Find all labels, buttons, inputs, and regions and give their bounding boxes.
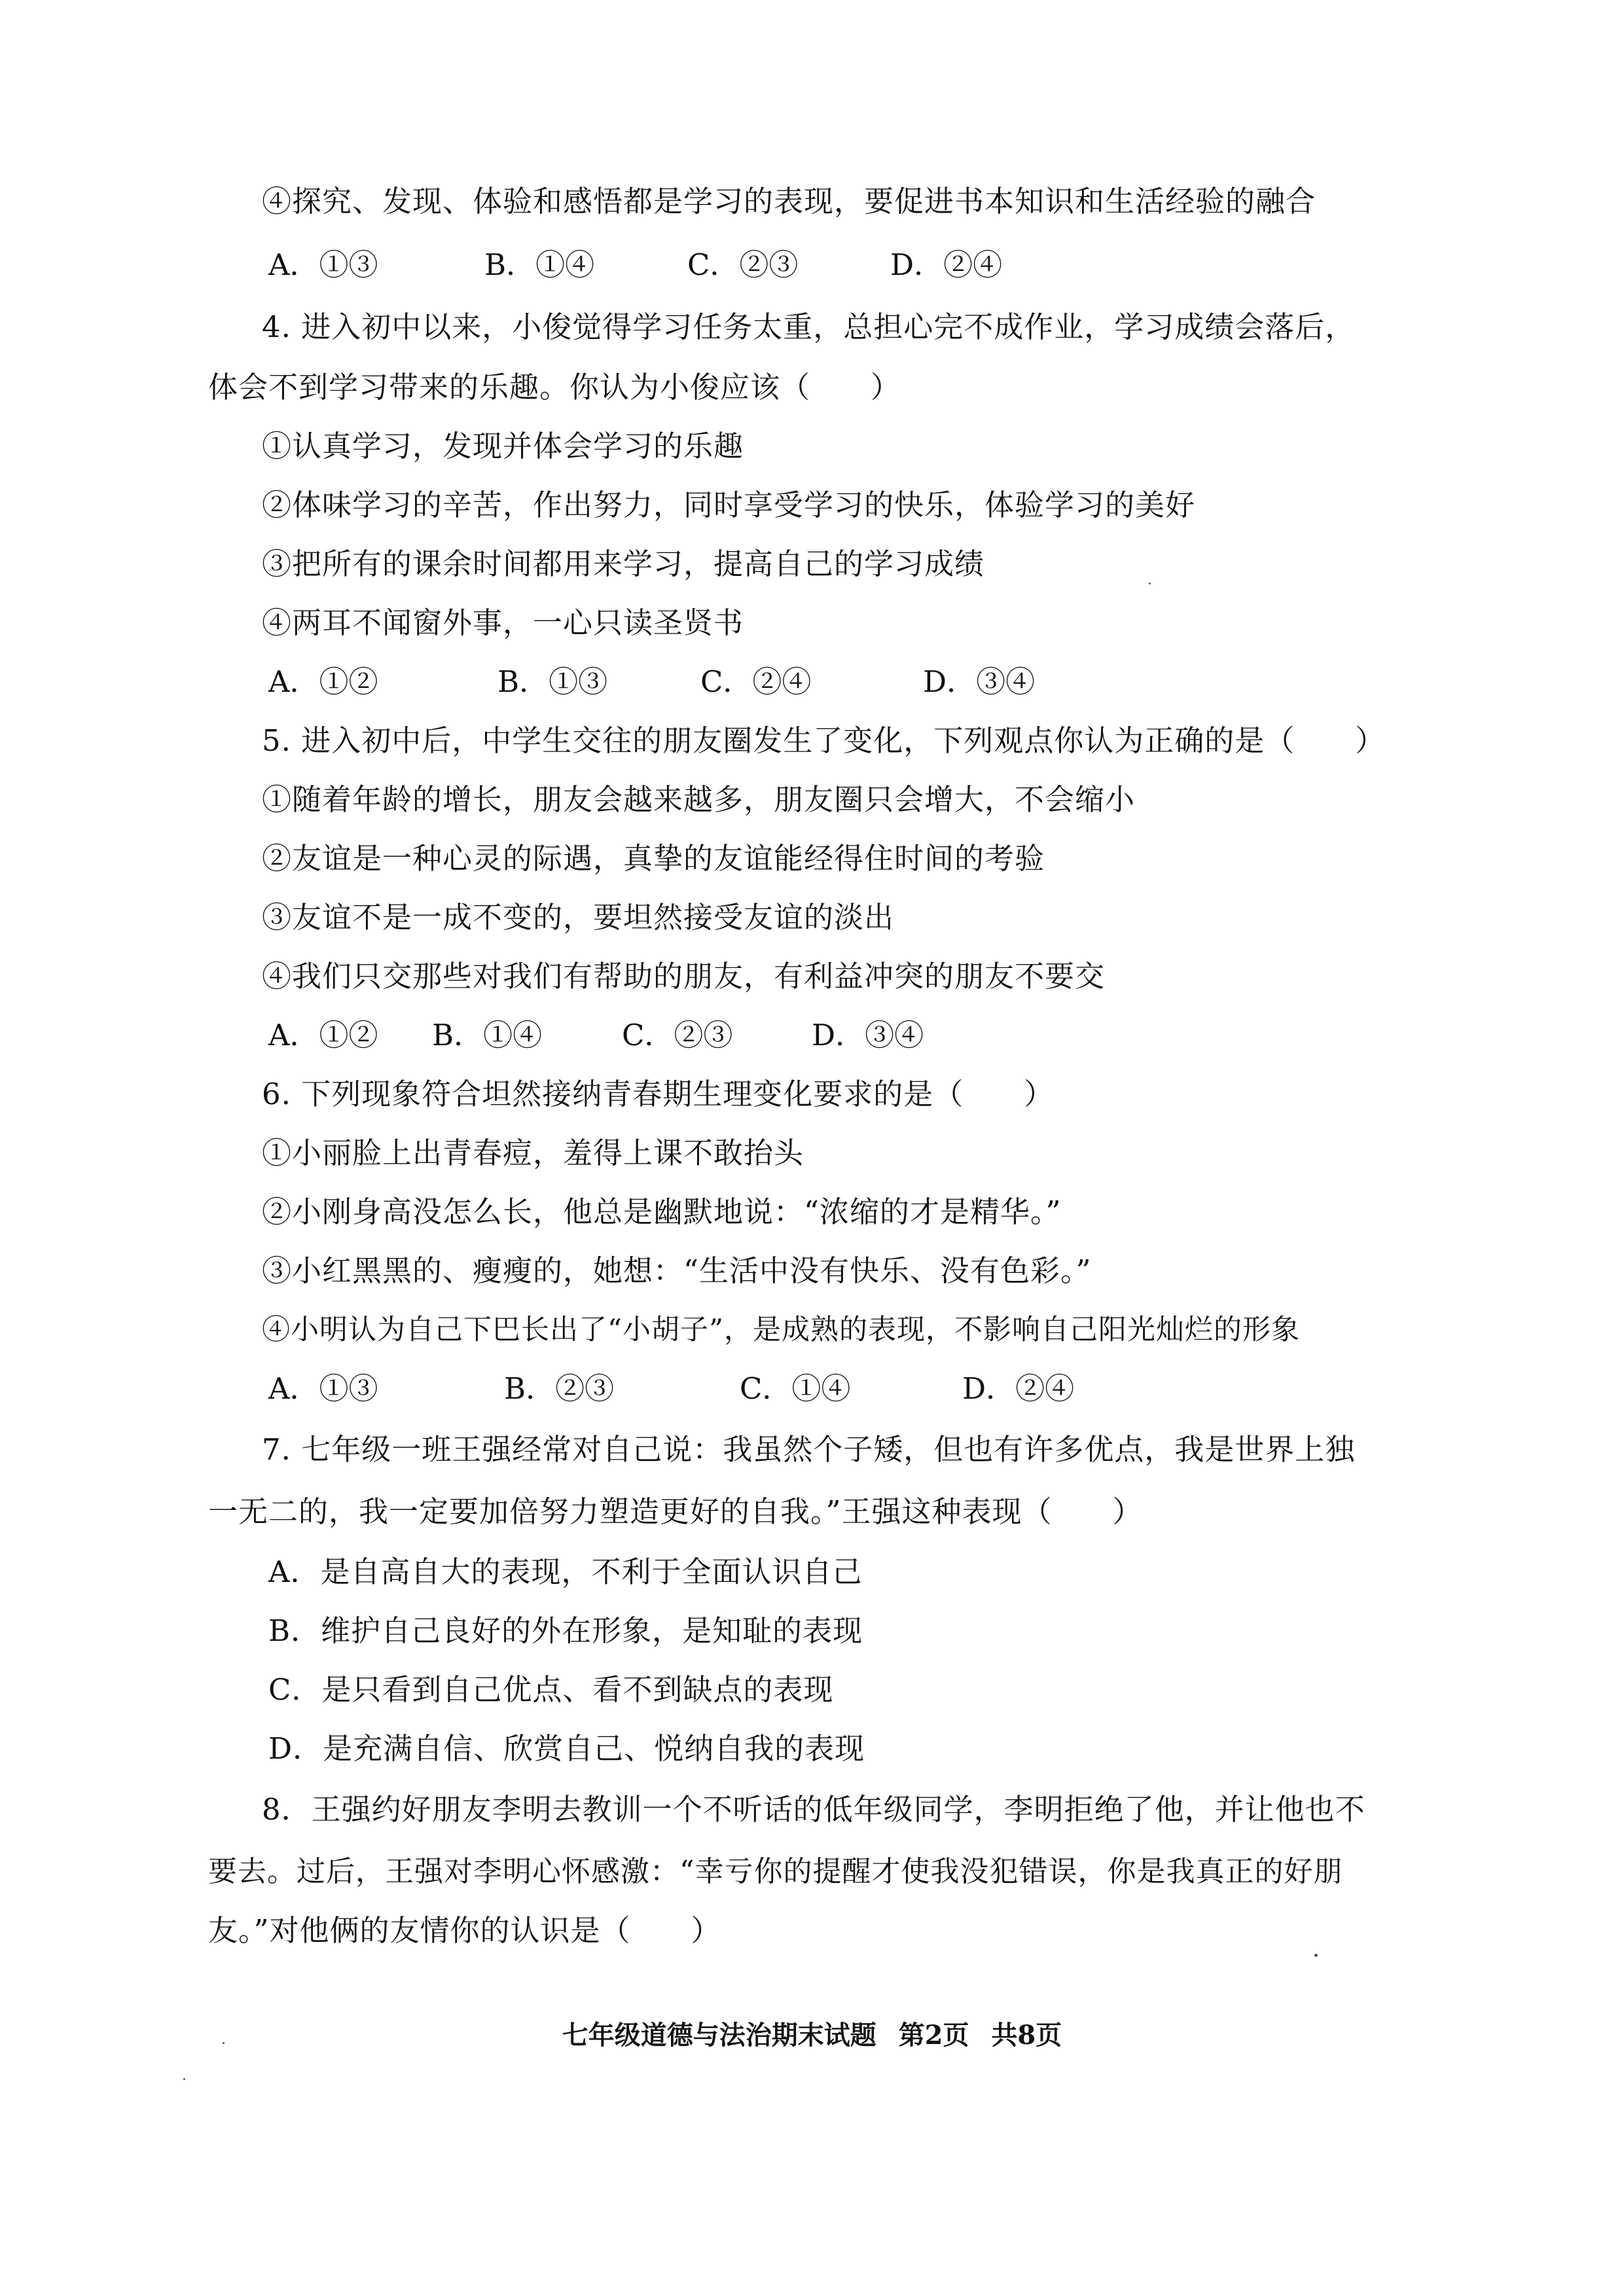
q6-option-c: C．①④ — [740, 1371, 851, 1406]
q3-item-4: ④探究、发现、体验和感悟都是学习的表现，要促进书本知识和生活经验的融合 — [262, 184, 1316, 219]
q5-option-d: D．③④ — [812, 1018, 924, 1052]
q6-option-b: B．②③ — [504, 1371, 615, 1406]
scan-speck — [183, 2078, 185, 2080]
q3-option-c: C．②③ — [687, 247, 799, 282]
q7-option-b: B．维护自己良好的外在形象，是知耻的表现 — [268, 1613, 863, 1648]
q6-option-d: D．②④ — [962, 1371, 1075, 1406]
q6-item-3: ③小红黑黑的、瘦瘦的，她想：“生活中没有快乐、没有色彩。” — [262, 1253, 1092, 1288]
q7-option-a: A．是自高自大的表现，不利于全面认识自己 — [268, 1554, 863, 1589]
q7-stem-line-1: 7. 七年级一班王强经常对自己说：我虽然个子矮，但也有许多优点，我是世界上独 — [262, 1432, 1356, 1467]
q3-option-b: B．①④ — [484, 247, 595, 282]
q4-stem-line-2: 体会不到学习带来的乐趣。你认为小俊应该（ ） — [208, 370, 901, 404]
q5-option-c: C．②③ — [622, 1018, 733, 1052]
q5-item-2: ②友谊是一种心灵的际遇，真挚的友谊能经得住时间的考验 — [262, 841, 1045, 876]
q4-option-b: B．①③ — [497, 664, 608, 699]
q3-option-d: D．②④ — [890, 247, 1003, 282]
q7-option-d: D．是充满自信、欣赏自己、悦纳自我的表现 — [268, 1731, 865, 1766]
q6-item-1: ①小丽脸上出青春痘，羞得上课不敢抬头 — [262, 1136, 804, 1170]
q8-stem-line-2: 要去。过后，王强对李明心怀感激：“幸亏你的提醒才使我没犯错误，你是我真正的好朋 — [208, 1855, 1343, 1888]
q5-item-3: ③友谊不是一成不变的，要坦然接受友谊的淡出 — [262, 900, 895, 935]
footer-title: 七年级道德与法治期末试题 — [562, 2020, 876, 2051]
q4-stem-line-1: 4. 进入初中以来，小俊觉得学习任务太重，总担心完不成作业，学习成绩会落后， — [262, 310, 1356, 344]
footer-total-pages: 共8页 — [991, 2020, 1062, 2051]
q4-item-4: ④两耳不闻窗外事，一心只读圣贤书 — [262, 605, 744, 640]
scan-speck — [1149, 583, 1151, 584]
q6-item-2: ②小刚身高没怎么长，他总是幽默地说：“浓缩的才是精华。” — [262, 1194, 1062, 1229]
q4-item-1: ①认真学习，发现并体会学习的乐趣 — [262, 429, 744, 463]
scan-speck — [223, 2042, 225, 2044]
q4-option-c: C．②④ — [700, 664, 812, 699]
q6-option-a: A．①③ — [268, 1371, 378, 1406]
footer-page-number: 第2页 — [898, 2020, 969, 2051]
q7-option-c: C．是只看到自己优点、看不到缺点的表现 — [268, 1672, 834, 1707]
q8-stem-line-3: 友。”对他俩的友情你的认识是（ ） — [208, 1913, 721, 1948]
q8-stem-line-1: 8．王强约好朋友李明去教训一个不听话的低年级同学，李明拒绝了他，并让他也不 — [262, 1792, 1365, 1827]
q6-item-4: ④小明认为自己下巴长出了“小胡子”，是成熟的表现，不影响自己阳光灿烂的形象 — [262, 1314, 1300, 1346]
page-footer — [0, 2019, 1624, 2052]
q7-stem-line-2: 一无二的，我一定要加倍努力塑造更好的自我。”王强这种表现（ ） — [208, 1494, 1143, 1529]
q5-item-4: ④我们只交那些对我们有帮助的朋友，有利益冲突的朋友不要交 — [262, 959, 1106, 994]
q6-stem: 6. 下列现象符合坦然接纳青春期生理变化要求的是（ ） — [262, 1077, 1055, 1111]
q4-option-a: A．①② — [268, 664, 378, 699]
q4-option-d: D．③④ — [923, 664, 1036, 699]
q4-item-2: ②体味学习的辛苦，作出努力，同时享受学习的快乐，体验学习的美好 — [262, 488, 1196, 522]
scan-speck — [1314, 1954, 1318, 1957]
q5-option-a: A．①② — [268, 1018, 378, 1052]
q4-item-3: ③把所有的课余时间都用来学习，提高自己的学习成绩 — [262, 547, 985, 581]
q5-stem: 5. 进入初中后，中学生交往的朋友圈发生了变化，下列观点你认为正确的是（ ） — [262, 723, 1386, 758]
q5-option-b: B．①④ — [432, 1018, 543, 1052]
q5-item-1: ①随着年龄的增长，朋友会越来越多，朋友圈只会增大，不会缩小 — [262, 782, 1136, 817]
q3-option-a: A．①③ — [268, 247, 378, 282]
